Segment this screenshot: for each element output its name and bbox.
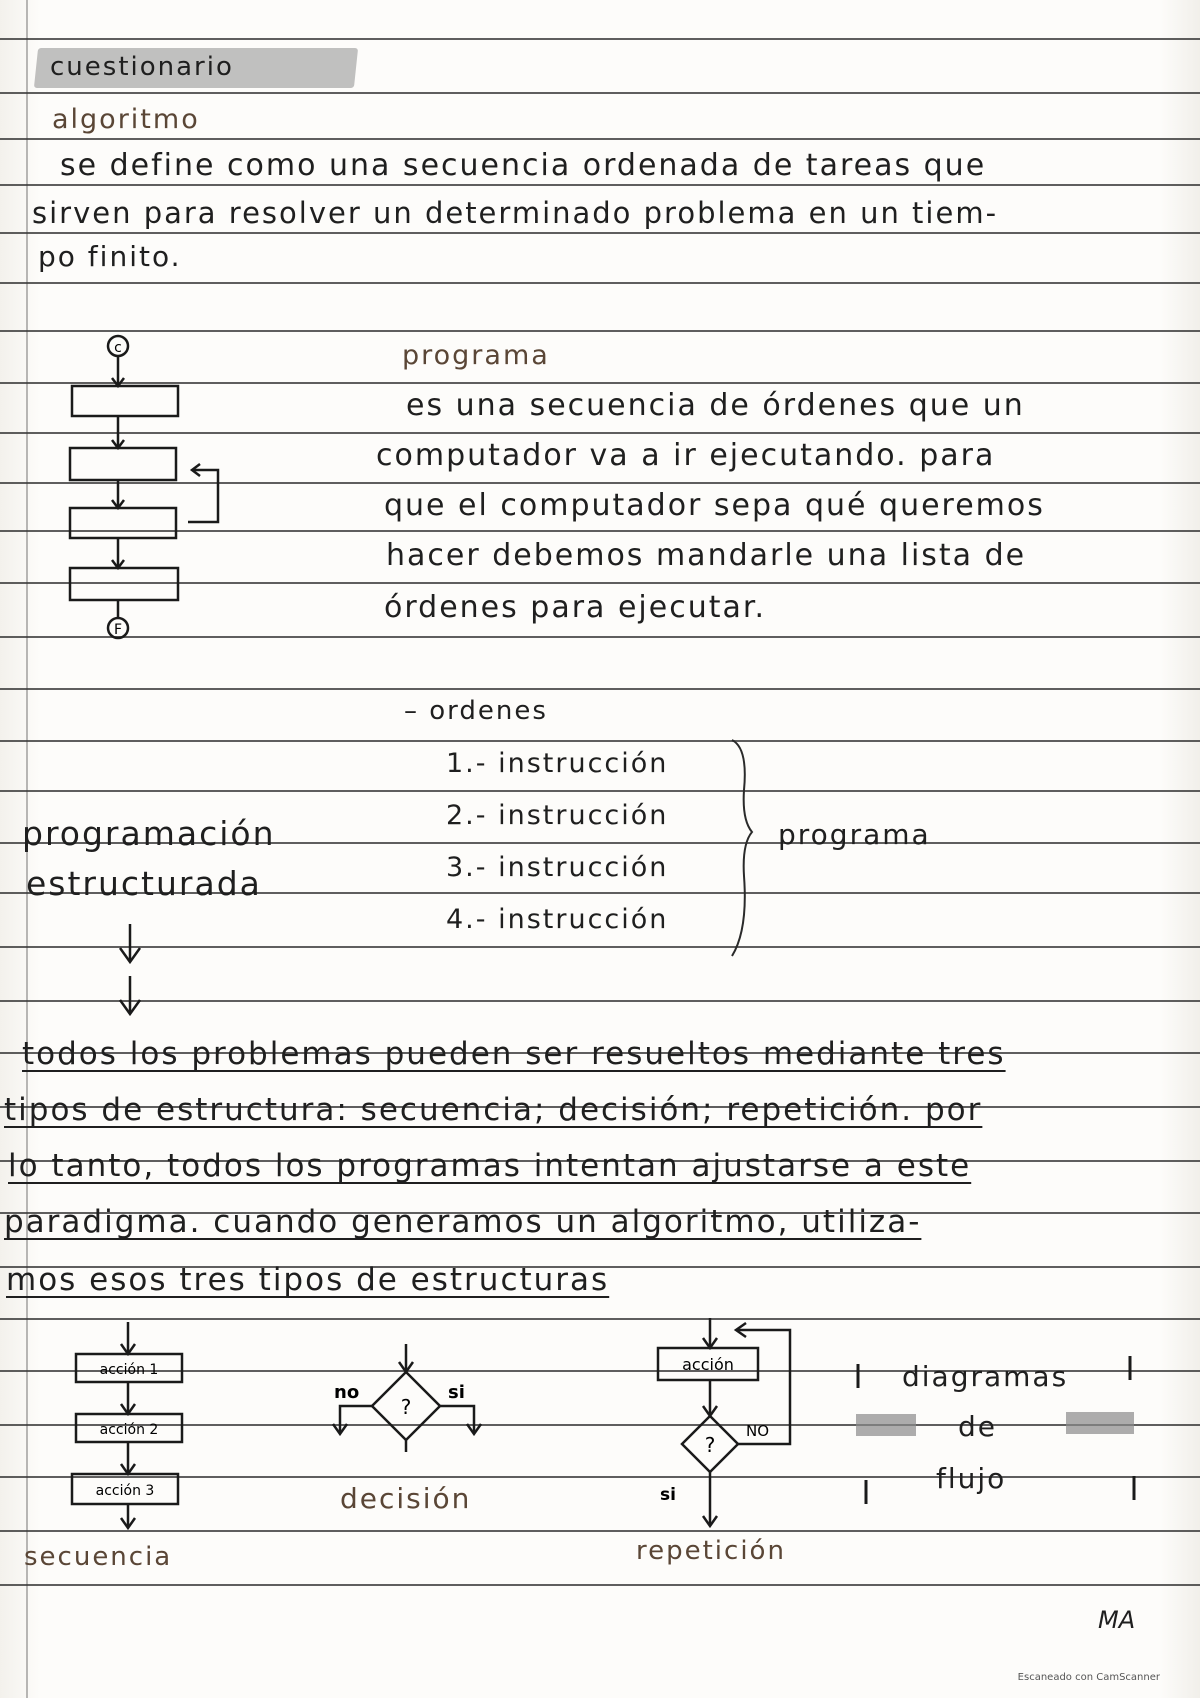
programa-line-1: es una secuencia de órdenes que un <box>406 388 1025 423</box>
repeticion-caption: repetición <box>636 1536 786 1566</box>
secuencia-caption: secuencia <box>24 1542 173 1572</box>
secuencia-box-label: acción 2 <box>99 1422 159 1438</box>
programa-line-2: computador va a ir ejecutando. para <box>376 438 996 473</box>
flowchart-start-label: c <box>114 340 122 356</box>
instruction-item: 2.- instrucción <box>446 800 669 831</box>
programa-heading: programa <box>402 340 550 371</box>
secuencia-box-label: acción 3 <box>95 1483 155 1499</box>
page-title: cuestionario <box>50 52 234 82</box>
programa-line-5: órdenes para ejecutar. <box>384 590 766 625</box>
repeticion-no-label: NO <box>746 1422 770 1440</box>
legend-line-2: de <box>958 1410 997 1443</box>
algoritmo-line-1: se define como una secuencia ordenada de tareas que <box>60 148 987 183</box>
paragraph-line-5: mos esos tres tipos de estructuras <box>6 1262 610 1298</box>
repeticion-symbol: ? <box>704 1433 716 1457</box>
repeticion-diagram <box>658 1318 790 1526</box>
paragraph-line-2: tipos de estructura: secuencia; decisión; repetición. por <box>4 1092 983 1128</box>
paragraph-line-4: paradigma. cuando generamos un algoritmo, utiliza- <box>4 1204 922 1240</box>
legend-gray-bar-left <box>856 1414 916 1436</box>
signature: MA <box>1098 1606 1136 1634</box>
instruction-item: 1.- instrucción <box>446 748 669 779</box>
algoritmo-line-2: sirven para resolver un determinado problema en un tiem- <box>32 196 999 230</box>
legend-gray-bar-right <box>1066 1412 1134 1434</box>
algoritmo-line-3: po finito. <box>38 240 182 273</box>
programa-line-3: que el computador sepa qué queremos <box>384 488 1045 523</box>
scanner-footer: Escaneado con CamScanner <box>1017 1672 1160 1683</box>
paragraph-line-1: todos los problemas pueden ser resueltos mediante tres <box>22 1036 1006 1072</box>
estructurada-heading: estructurada <box>26 864 262 903</box>
flowchart-end-label: F <box>113 622 123 638</box>
secuencia-box-label: acción 1 <box>99 1362 159 1378</box>
paragraph-line-3: lo tanto, todos los programas intentan ajustarse a este <box>8 1148 972 1184</box>
repeticion-si-label: si <box>660 1485 676 1505</box>
algoritmo-heading: algoritmo <box>52 104 200 135</box>
decision-symbol: ? <box>400 1395 412 1419</box>
decision-no-label: no <box>334 1382 360 1403</box>
legend-line-1: diagramas <box>902 1360 1069 1393</box>
programa-line-4: hacer debemos mandarle una lista de <box>386 538 1027 573</box>
instruction-item: 3.- instrucción <box>446 852 669 883</box>
repeticion-box-label: acción <box>682 1355 734 1374</box>
decision-si-label: si <box>448 1382 465 1403</box>
legend-line-3: flujo <box>936 1462 1007 1495</box>
brace-label: programa <box>778 818 931 851</box>
decision-caption: decisión <box>340 1482 472 1515</box>
programacion-heading: programación <box>22 814 276 853</box>
instruction-item: 4.- instrucción <box>446 904 669 935</box>
ordenes-label: – ordenes <box>404 696 548 726</box>
